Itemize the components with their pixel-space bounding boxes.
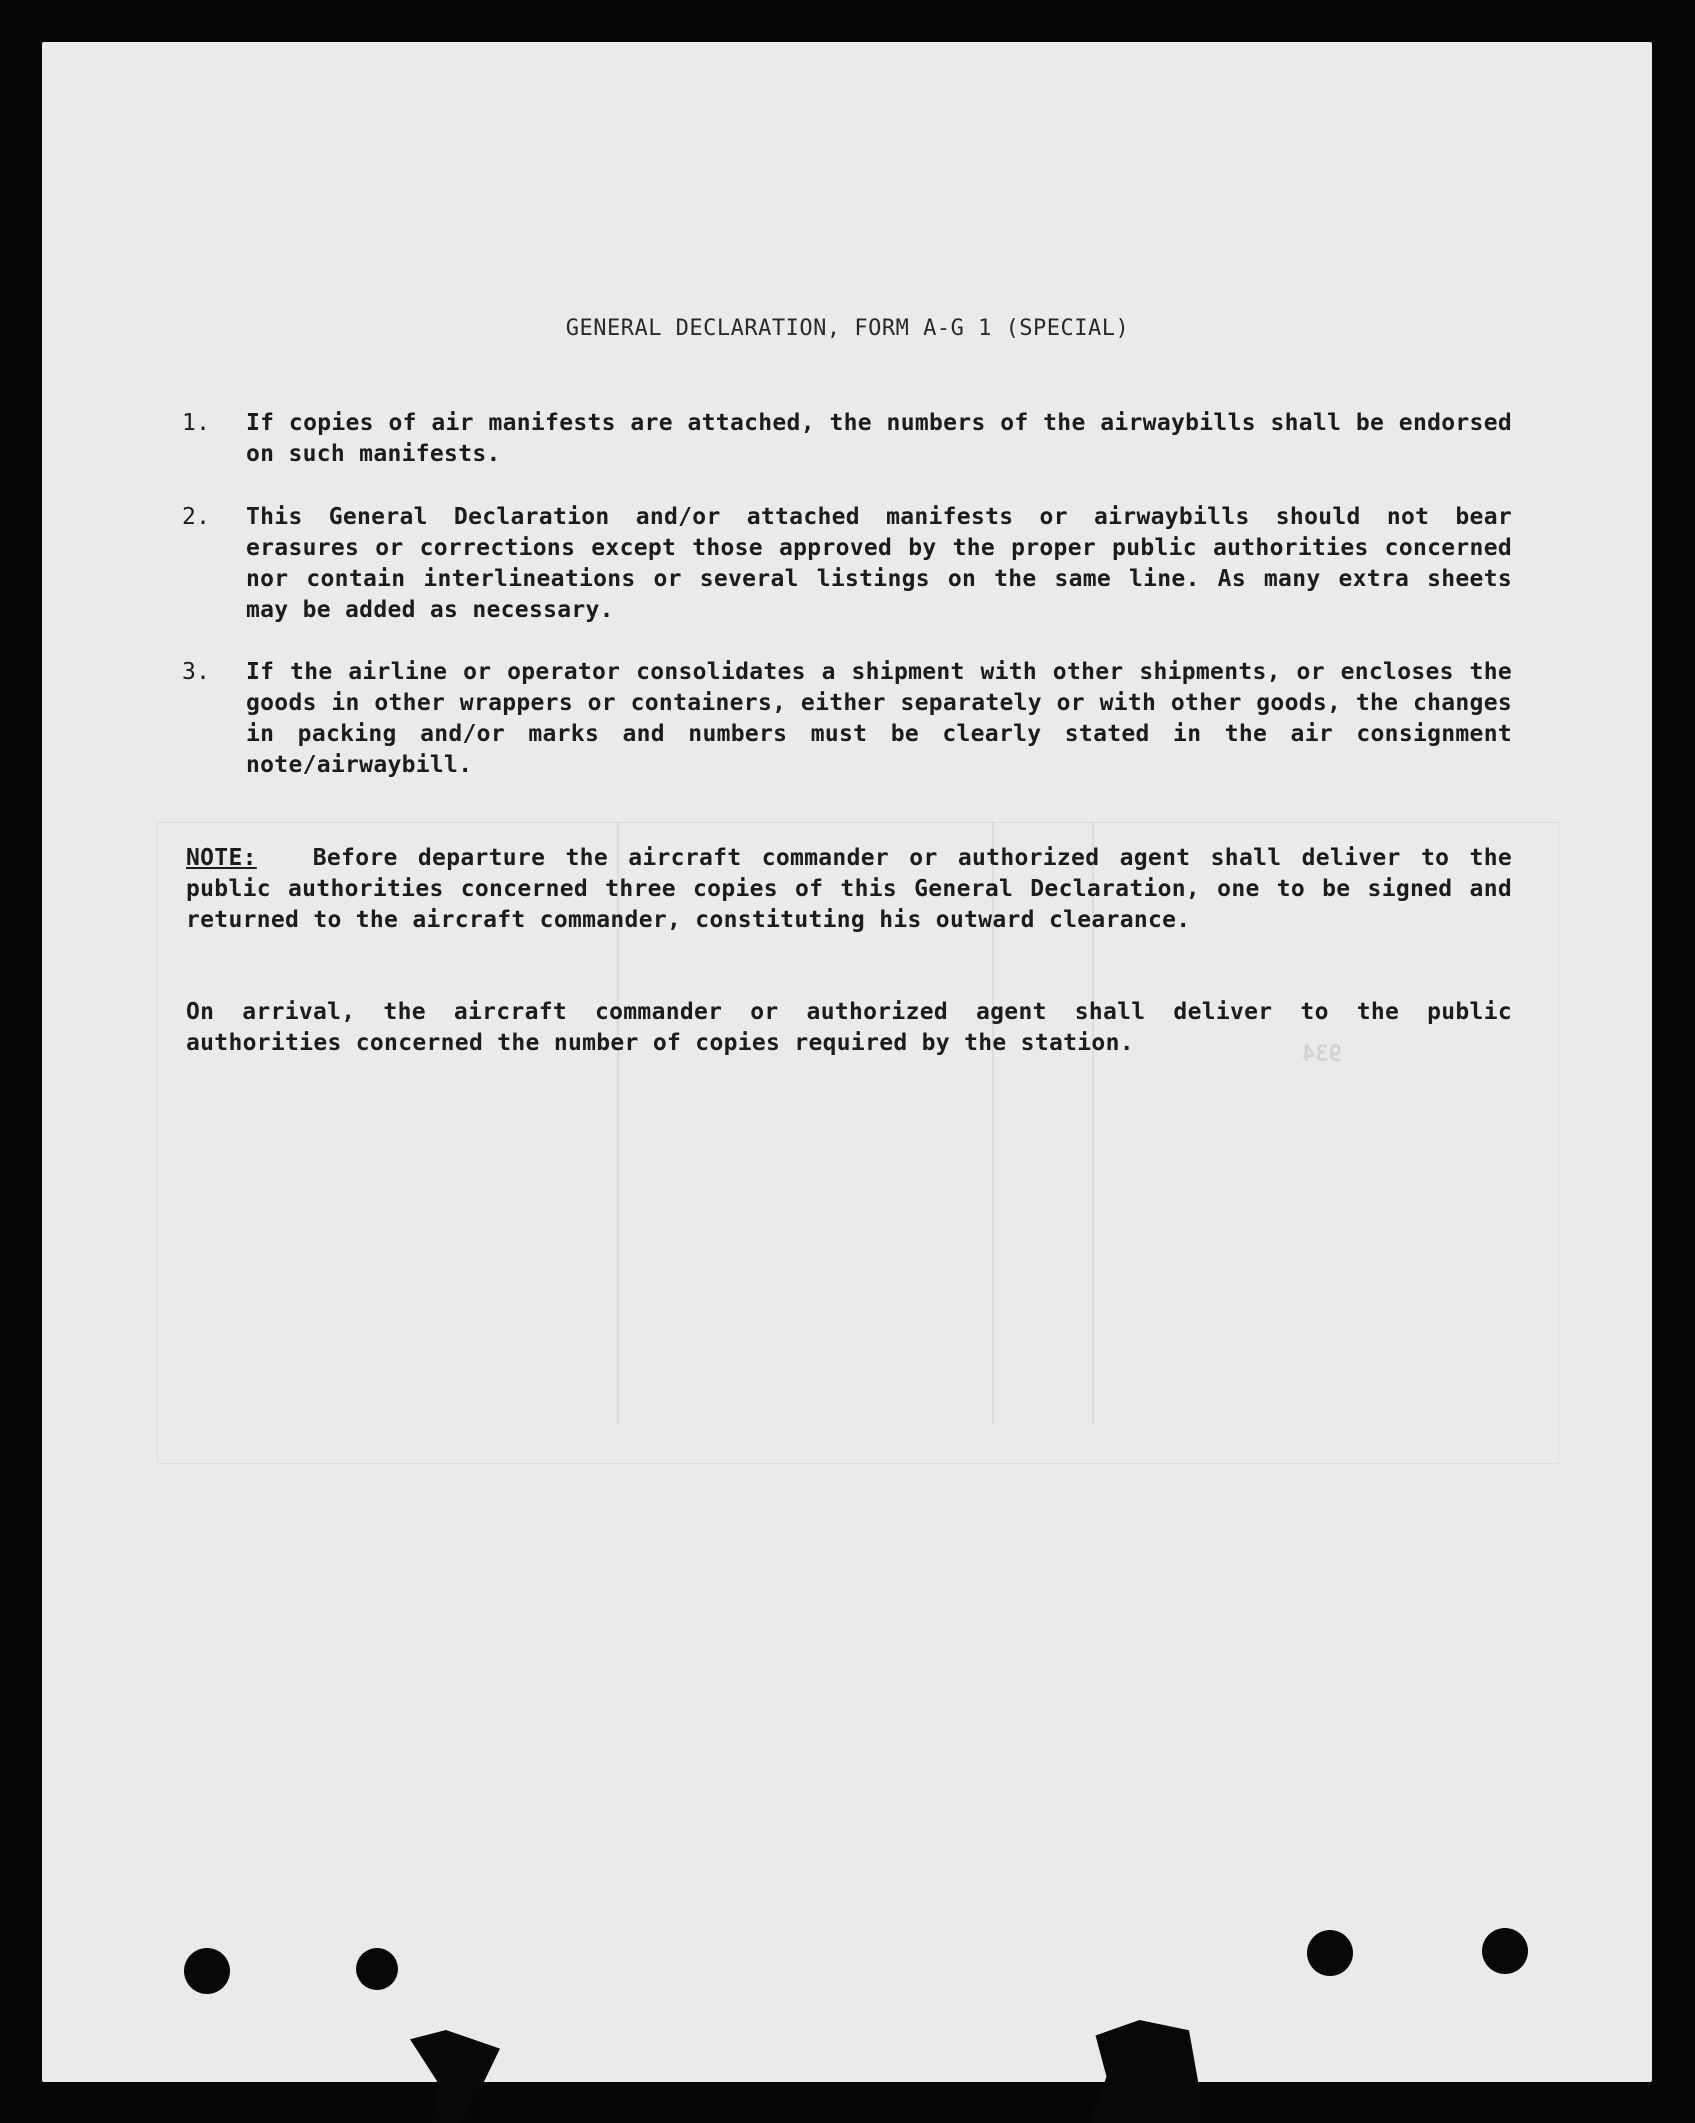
- item-number: 3.: [182, 659, 211, 685]
- note-paragraph: [186, 843, 1512, 936]
- arrival-paragraph: On arrival, the aircraft commander or authorized agent shall deliver to the public authorities concerned the number of copies required by the station.: [186, 999, 1512, 1056]
- punch-hole: [356, 1948, 398, 1990]
- bleed-through-number: 934: [1302, 1042, 1342, 1067]
- item-text: If the airline or operator consolidates a shipment with other shipments, or encloses the goods in other wrappers or containers, either separately or with other goods, the changes in packing and/or marks and numbers must be clearly stated in the air consignment note/airwaybill.: [246, 659, 1512, 778]
- note-text: Before departure the aircraft commander or authorized agent shall deliver to the public authorities concerned three copies of this General Declaration, one to be signed and returned to the aircraft commander, constituting his outward clearance.: [186, 845, 1512, 933]
- note-label: NOTE:: [186, 845, 257, 871]
- item-number: 2.: [182, 504, 211, 530]
- form-title: GENERAL DECLARATION, FORM A-G 1 (SPECIAL): [565, 316, 1130, 341]
- punch-hole: [1307, 1930, 1353, 1976]
- item-text: This General Declaration and/or attached manifests or airwaybills should not bear erasures or corrections except those approved by the proper public authorities concerned nor contain interlineations or several listings on the same line. As many extra sheets may be added as necessary.: [246, 504, 1512, 623]
- torn-edge: [1090, 2020, 1200, 2123]
- document-page: [42, 42, 1652, 2082]
- item-number: 1.: [182, 410, 211, 436]
- punch-hole: [1482, 1928, 1528, 1974]
- item-text: If copies of air manifests are attached, the numbers of the airwaybills shall be endorsed on such manifests.: [246, 410, 1512, 467]
- punch-hole: [184, 1948, 230, 1994]
